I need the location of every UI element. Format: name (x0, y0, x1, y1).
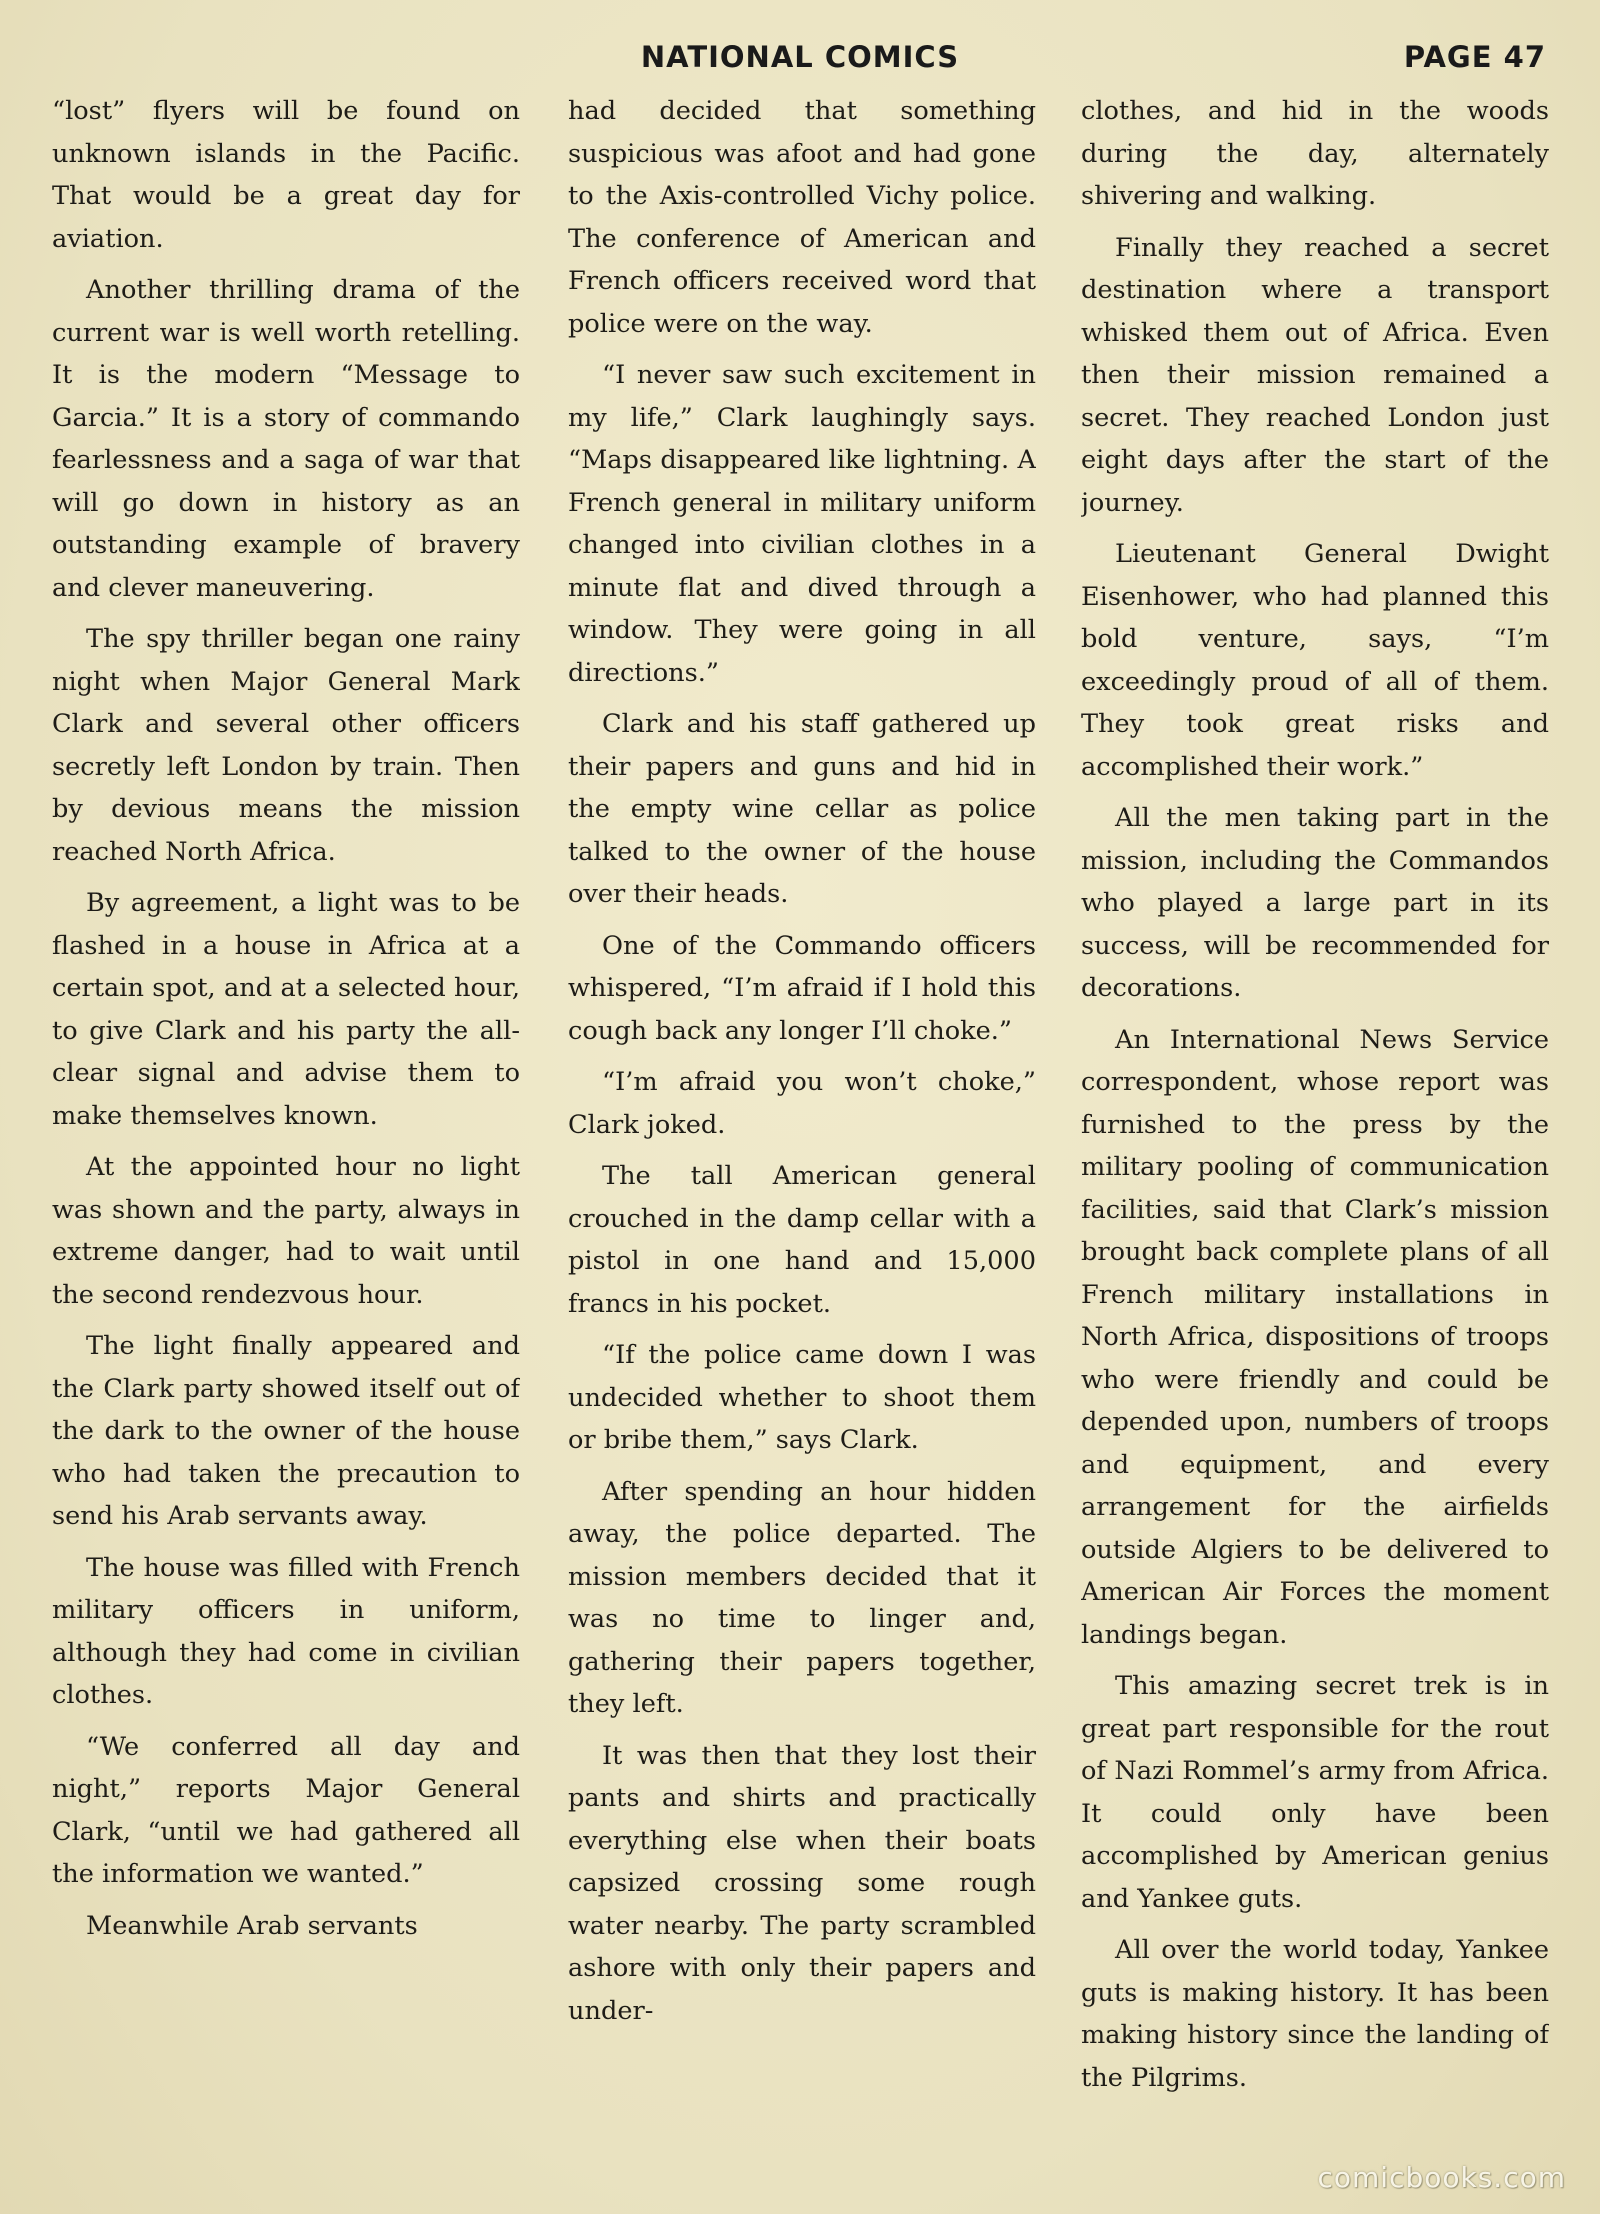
paragraph: The spy thriller began one rainy night when Major General Mark Clark and several other officers secretly left London by train. Then by devious means the mission reached North Africa. (52, 624, 520, 867)
paragraph: All over the world today, Yankee guts is making history. It has been making history since the landing of the Pilgrims. (1081, 1935, 1549, 2093)
paragraph: Clark and his staff gathered up their papers and guns and hid in the empty wine cellar as police talked to the owner of the house over their heads. (568, 709, 1036, 909)
paragraph: Meanwhile Arab servants (86, 1910, 418, 1941)
publication-title: NATIONAL COMICS (640, 40, 960, 74)
paragraph: By agreement, a light was to be flashed in a house in Africa at a certain spot, and at a selected hour, to give Clark and his party the all-clear signal and advise them to make themselves known. (52, 888, 520, 1131)
text-column-2 (568, 90, 1036, 2160)
paragraph: The house was filled with French military officers in uniform, although they had come in civilian clothes. (52, 1552, 520, 1710)
paragraph: This amazing secret trek is in great part responsible for the rout of Nazi Rommel’s army from Africa. It could only have been accomplished by American genius and Yankee guts. (1081, 1671, 1549, 1914)
paragraph: All the men taking part in the mission, including the Commandos who played a large part in its success, will be recommended for decorations. (1081, 803, 1549, 1003)
paragraph: After spending an hour hidden away, the police departed. The mission members decided that it was no time to linger and, gathering their papers together, they left. (568, 1476, 1036, 1719)
paragraph: “If the police came down I was undecided whether to shoot them or bribe them,” says Clark. (568, 1340, 1036, 1455)
site-watermark: comicbooks.com (1317, 2161, 1566, 2194)
paragraph: “I’m afraid you won’t choke,” Clark joked. (568, 1067, 1036, 1140)
paragraph: “We conferred all day and night,” reports Major General Clark, “until we had gathered all the information we wanted.” (52, 1731, 520, 1889)
paragraph: An International News Service correspondent, whose report was furnished to the press by the military pooling of communication facilities, said that Clark’s mission brought back complete plans of all French military installations in North Africa, dispositions of troops who were friendly and could be depended upon, numbers of troops and equipment, and every arrangement for the airfields outside Algiers to be delivered to American Air Forces the moment landings began. (1081, 1024, 1549, 1650)
paragraph: Lieutenant General Dwight Eisenhower, who had planned this bold venture, says, “I’m exceedingly proud of all of them. They took great risks and accomplished their work.” (1081, 539, 1549, 782)
paragraph: “lost” flyers will be found on unknown islands in the Pacific. That would be a great day for aviation. (52, 96, 520, 254)
paragraph: had decided that something suspicious was afoot and had gone to the Axis-controlled Vichy police. The conference of American and French officers received word that police were on the way. (568, 96, 1036, 339)
paragraph: Another thrilling drama of the current war is well worth retelling. It is the modern “Message to Garcia.” It is a story of commando fearlessness and a saga of war that will go down in history as an outstanding example of bravery and clever maneuvering. (52, 275, 520, 603)
paragraph: One of the Commando officers whispered, “I’m afraid if I hold this cough back any longer I’ll choke.” (568, 930, 1036, 1046)
paragraph: The light finally appeared and the Clark party showed itself out of the dark to the owner of the house who had taken the precaution to send his Arab servants away. (52, 1331, 520, 1531)
page-header (0, 40, 1600, 84)
paragraph: At the appointed hour no light was shown and the party, always in extreme danger, had to wait until the second rendezvous hour. (52, 1152, 520, 1310)
paragraph: It was then that they lost their pants and shirts and practically everything else when their boats capsized crossing some rough water nearby. The party scrambled ashore with only their papers and under- (568, 1740, 1036, 2026)
paragraph: Finally they reached a secret destination where a transport whisked them out of Africa. Even then their mission remained a secret. They reached London just eight days after the start of the journey. (1081, 232, 1549, 518)
text-column-1 (52, 90, 520, 2160)
paragraph: “I never saw such excitement in my life,” Clark laughingly says. “Maps disappeared like lightning. A French general in military uniform changed into civilian clothes in a minute flat and dived through a window. They were going in all directions.” (568, 360, 1036, 688)
paragraph: The tall American general crouched in the damp cellar with a pistol in one hand and 15,000 francs in his pocket. (568, 1161, 1036, 1319)
paragraph: clothes, and hid in the woods during the day, alternately shivering and walking. (1081, 96, 1549, 211)
page-number: PAGE 47 (1403, 40, 1546, 74)
text-column-3 (1081, 90, 1549, 2160)
